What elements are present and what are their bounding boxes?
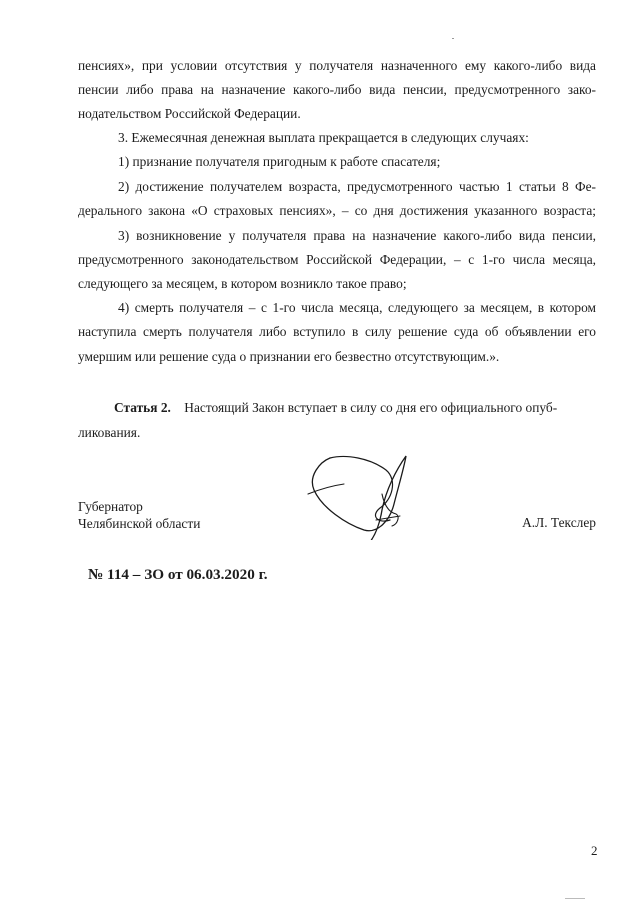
body-line-11: 4) смерть получателя – с 1-го числа месяца, следующего за месяцем, в котором [118,300,596,315]
body-line-8: 3) возникновение у получателя права на назначение какого-либо вида пенсии, [118,228,596,243]
body-line-5: 1) признание получателя пригодным к работе спасателя; [118,154,441,169]
body-line-3: нодательством Российской Федерации. [78,106,301,121]
signatory-title [78,498,200,532]
body-line-10: следующего за месяцем, в котором возникло такое право; [78,276,407,291]
body-line-6: 2) достижение получателем возраста, предусмотренного частью 1 статьи 8 Фе- [118,179,596,194]
article-2-line-1 [114,399,596,416]
article-2-line-2: ликования. [78,425,141,440]
page-number: 2 [591,843,598,858]
scan-edge-mark [565,898,585,899]
body-line-7: дерального закона «О страховых пенсиях», – со дня достижения указанного возраста; [78,203,596,218]
law-number: № 114 – ЗО от 06.03.2020 г. [88,566,268,583]
article-2-text: Настоящий Закон вступает в силу со дня его официального опуб- [184,400,558,415]
article-2-heading: Статья 2. [114,400,171,415]
handwritten-signature [300,450,420,540]
body-line-12: наступила смерть получателя либо вступило в силу решение суда об объявлении его [78,324,596,339]
signatory-title-line-1: Губернатор [78,499,143,514]
signatory-title-line-2: Челябинской области [78,516,201,531]
scan-speck [452,38,454,39]
body-line-4: 3. Ежемесячная денежная выплата прекращается в следующих случаях: [118,130,529,145]
body-line-9: предусмотренного законодательством Российской Федерации, – с 1-го числа месяца, [78,252,596,267]
body-line-1: пенсиях», при условии отсутствия у получателя назначенного ему какого-либо вида [78,58,596,73]
body-line-2: пенсии либо права на назначение какого-либо вида пенсии, предусмотренного зако- [78,82,596,97]
signatory-name: А.Л. Текслер [522,515,596,530]
body-line-13: умершим или решение суда о признании его безвестно отсутствующим.». [78,349,500,364]
